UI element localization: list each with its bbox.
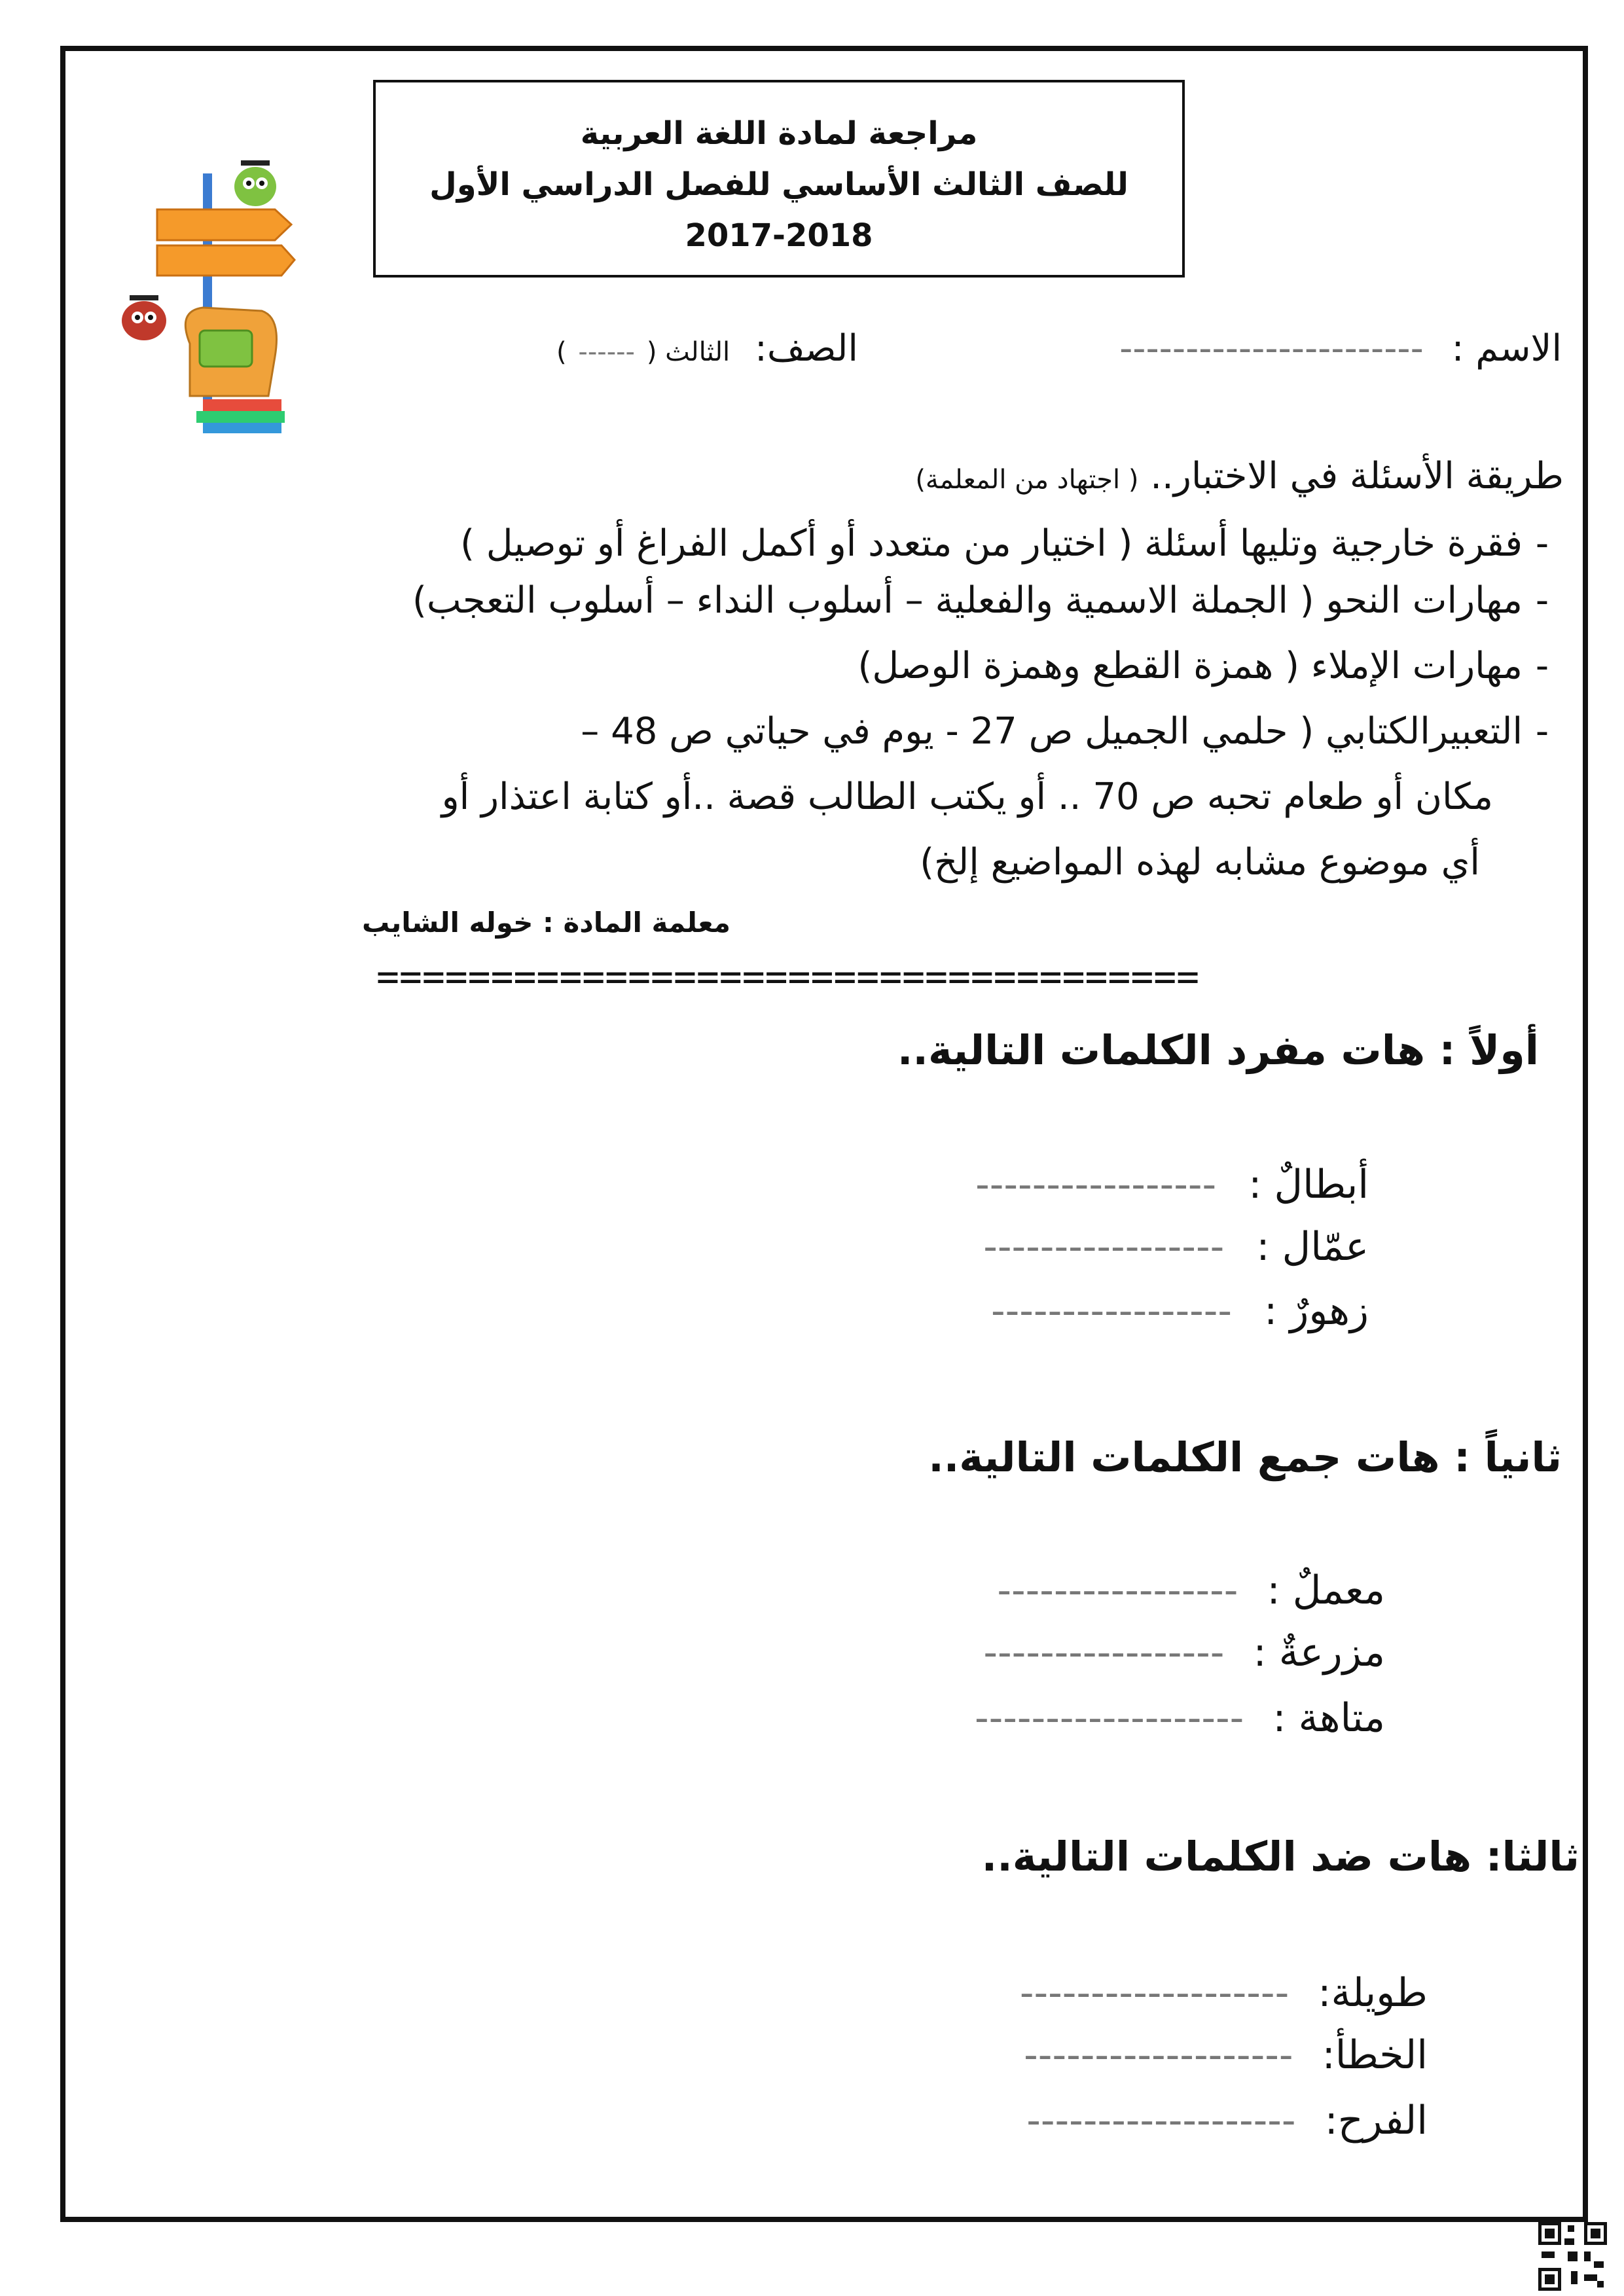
answer-blank[interactable]: ----------------- <box>997 1568 1238 1613</box>
header-box <box>373 80 1185 278</box>
class-label: الصف: <box>754 327 858 370</box>
header-year: 2017-2018 <box>685 217 873 254</box>
answer-blank[interactable]: ----------------- <box>990 1288 1233 1334</box>
class-row <box>556 327 858 370</box>
method-continuation-2: أي موضوع مشابه لهذه المواضيع إلخ) <box>920 841 1480 884</box>
answer-blank[interactable]: ----------------- <box>983 1630 1225 1676</box>
list-item: أبطالٌ : ----------------- <box>975 1162 1369 1208</box>
method-bullet: -مهارات النحو ( الجملة الاسمية والفعلية – أسلوب النداء – أسلوب التعجب) <box>412 579 1549 622</box>
method-bullet: -فقرة خارجية وتليها أسئلة ( اختيار من متعدد أو أكمل الفراغ أو توصيل ) <box>460 522 1549 565</box>
list-item: متاهة : ------------------- <box>974 1695 1385 1741</box>
list-item: معملٌ : ----------------- <box>997 1568 1385 1613</box>
school-owl-illustration <box>105 147 301 435</box>
answer-blank[interactable]: ------------------- <box>1019 1970 1290 2016</box>
method-note: ( اجتهاد من المعلمة) <box>915 465 1139 495</box>
list-item: طويلة: ------------------- <box>1019 1970 1428 2016</box>
header-subtitle: للصف الثالث الأساسي للفصل الدراسي الأول <box>429 166 1128 203</box>
method-continuation-1: مكان أو طعام تحبه ص 70 .. أو يكتب الطالب قصة ..أو كتابة اعتذار أو <box>441 776 1493 818</box>
answer-blank[interactable]: ------------------- <box>1026 2098 1296 2144</box>
class-blank[interactable]: ------ <box>578 337 635 367</box>
class-value: الثالث ( <box>646 337 731 367</box>
section-3-title: ثالثا: هات ضد الكلمات التالية.. <box>981 1833 1579 1880</box>
section-2-title: ثانياً : هات جمع الكلمات التالية.. <box>928 1433 1562 1481</box>
name-label: الاسم : <box>1451 327 1562 370</box>
answer-blank[interactable]: ------------------- <box>1024 2032 1293 2078</box>
class-close: ) <box>556 337 567 367</box>
list-item: الفرح: ------------------- <box>1026 2098 1428 2144</box>
answer-blank[interactable]: ----------------- <box>975 1162 1217 1208</box>
answer-blank[interactable]: ------------------- <box>974 1695 1244 1741</box>
separator-line: ==================================== <box>376 954 1200 999</box>
teacher-name: معلمة المادة : خوله الشايب <box>362 906 731 939</box>
header-title: مراجعة لمادة اللغة العربية <box>580 115 978 152</box>
name-blank[interactable]: ----------------------- <box>1119 327 1424 370</box>
method-bullet: -مهارات الإملاء ( همزة القطع وهمزة الوصل) <box>857 645 1549 687</box>
answer-blank[interactable]: ----------------- <box>983 1224 1225 1270</box>
list-item: زهورٌ : ----------------- <box>990 1288 1369 1334</box>
method-title: طريقة الأسئلة في الاختبار.. <box>1150 455 1564 497</box>
method-title-row <box>915 455 1564 497</box>
list-item: الخطأ: ------------------- <box>1024 2032 1428 2078</box>
method-bullet: -التعبيرالكتابي ( حلمي الجميل ص 27 - يوم في حياتي ص 48 – <box>581 710 1549 753</box>
name-row <box>1119 327 1562 370</box>
list-item: عمّال : ----------------- <box>983 1224 1369 1270</box>
list-item: مزرعةٌ : ----------------- <box>983 1630 1385 1676</box>
qr-code-icon <box>1538 2222 1607 2291</box>
section-1-title: أولاً : هات مفرد الكلمات التالية.. <box>897 1026 1539 1074</box>
